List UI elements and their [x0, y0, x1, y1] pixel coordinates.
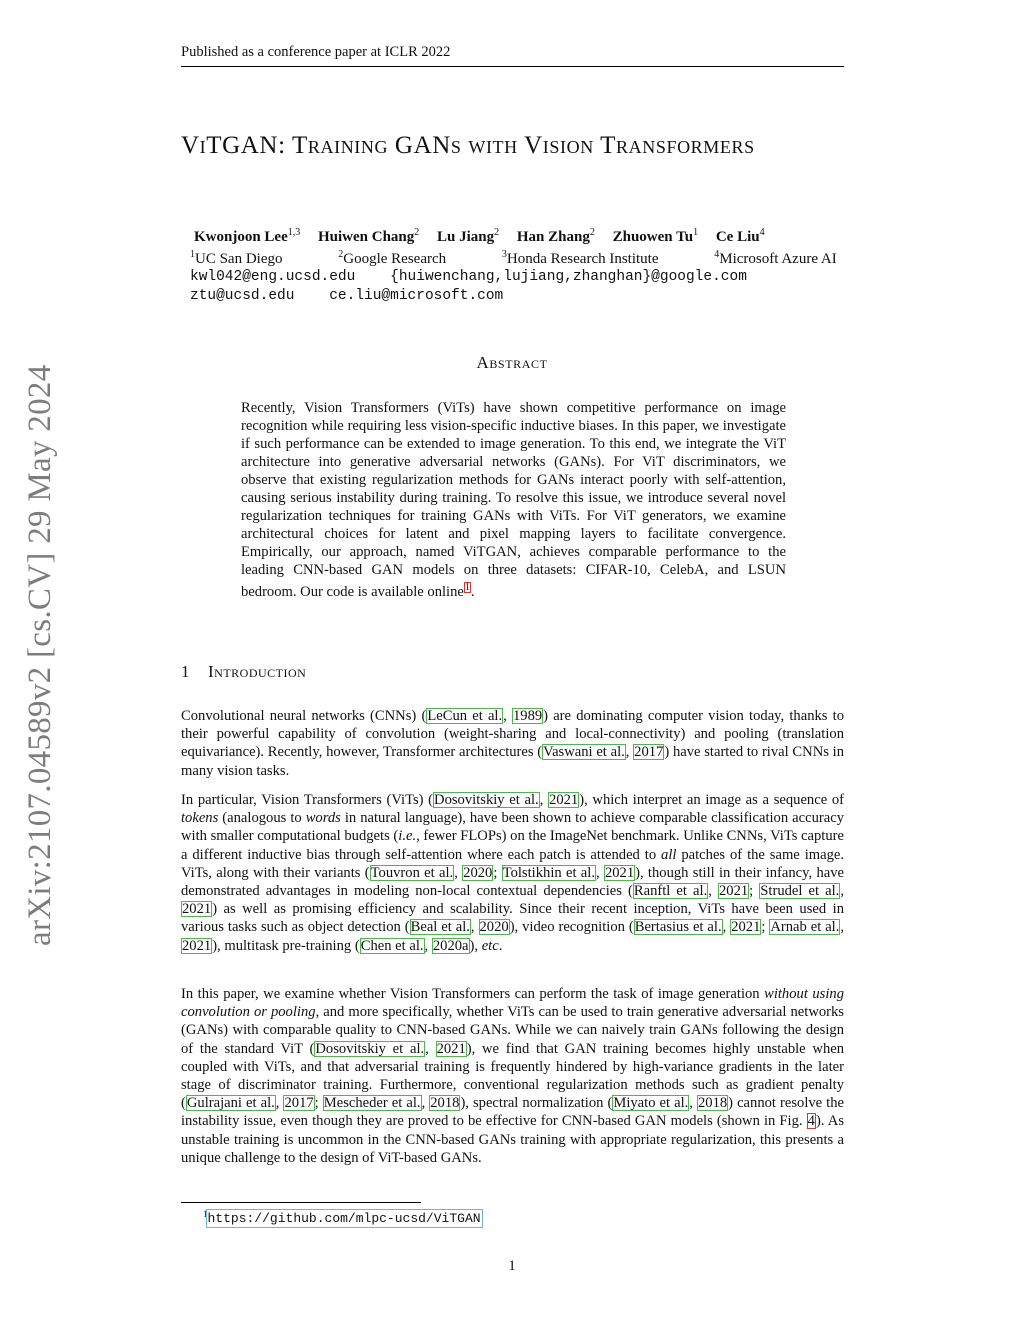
- citation-link[interactable]: 2017: [284, 1095, 314, 1112]
- citation-link[interactable]: 2021: [436, 1040, 466, 1057]
- affiliation-list: [190, 249, 863, 268]
- footnote-link[interactable]: 1: [464, 582, 470, 593]
- author: Ce Liu$^4$: [715, 227, 765, 245]
- citation-link[interactable]: Bertasius et al.: [634, 919, 722, 936]
- paragraph: In particular, Vision Transformers (ViTs) (Dosovitskiy et al., 2021), which interpret an image as a sequence of tokens (analogous to words in natural language), have been shown to achieve comparable classification accuracy with smaller computational budgets (i.e., fewer FLOPs) on the ImageNet benchmark. Unlike CNNs, ViTs capture a different inductive bias through self-attention where each patch is attended to all patches of the same image. ViTs, along with their variants (Touvron et al., 2020; Tolstikhin et al., 2021), though still in their infancy, have demonstrated advantages in modeling non-local contextual dependencies (Ranftl et al., 2021; Strudel et al., 2021) as well as promising efficiency and scalability. Since their recent inception, ViTs have been used in various tasks such as object detection (Beal et al., 2020), video recognition (Bertasius et al., 2021; Arnab et al., 2021), multitask pre-training (Chen et al., 2020a), etc.: [181, 792, 845, 954]
- citation-link[interactable]: Ranftl et al.: [633, 883, 708, 900]
- affiliation: $^2$Google Research: [338, 249, 447, 267]
- author: Kwonjoon Lee$^{1,3}$: [194, 227, 301, 245]
- citation-link[interactable]: 2021: [549, 792, 579, 808]
- author: Lu Jiang$^2$: [437, 227, 500, 245]
- citation-link[interactable]: 2021: [731, 919, 761, 936]
- figure-link[interactable]: 4: [807, 1113, 815, 1130]
- author: Zhuowen Tu$^1$: [612, 227, 699, 245]
- email-line: kwl042@eng.ucsd.edu {huiwenchang,lujiang,zhanghan}@google.com: [190, 269, 747, 285]
- citation-link[interactable]: 2018: [430, 1095, 460, 1112]
- citation-link[interactable]: Beal et al.: [410, 919, 470, 936]
- citation-link[interactable]: Mescheder et al.: [323, 1095, 421, 1112]
- citation-link[interactable]: 2021: [182, 901, 212, 918]
- header-rule: [181, 66, 844, 67]
- citation-link[interactable]: Miyato et al.: [613, 1095, 689, 1112]
- citation-link[interactable]: 2020: [463, 864, 493, 881]
- affiliation: $^3$Honda Research Institute: [501, 249, 659, 267]
- paragraph: Convolutional neural networks (CNNs) (LeCun et al., 1989) are dominating computer vision today, thanks to their powerful capability of convolution (weight-sharing and local-connectivity) and pooling (translation equivariance). Recently, however, Transformer architectures (Vaswani et al., 2017) have started to rival CNNs in many vision tasks.: [181, 708, 845, 779]
- citation-link[interactable]: 2021: [718, 883, 749, 900]
- citation-link[interactable]: LeCun et al.: [427, 708, 503, 724]
- citation-link[interactable]: 2021: [604, 864, 635, 881]
- section-heading: 1 Introduction: [181, 662, 307, 681]
- citation-link[interactable]: Strudel et al.: [760, 883, 840, 900]
- citation-link[interactable]: Touvron et al.: [370, 864, 454, 881]
- affiliation: $^1$UC San Diego: [190, 249, 283, 267]
- citation-link[interactable]: 2021: [182, 937, 212, 954]
- page-number: 1: [508, 1258, 516, 1274]
- arxiv-stamp: arXiv:2107.04589v2 [cs.CV] 29 May 2024: [22, 364, 58, 946]
- citation-link[interactable]: 1989: [512, 708, 543, 724]
- citation-link[interactable]: 2017: [634, 744, 664, 761]
- running-header: Published as a conference paper at ICLR 2022: [181, 44, 451, 60]
- citation-link[interactable]: Dosovitskiy et al.: [315, 1040, 425, 1057]
- citation-link[interactable]: Vaswani et al.: [543, 744, 625, 761]
- author: Han Zhang$^2$: [516, 227, 595, 245]
- author: Huiwen Chang$^2$: [318, 227, 420, 245]
- citation-link[interactable]: Arnab et al.: [770, 919, 840, 936]
- paper-title: ViTGAN: Training GANs with Vision Transformers: [181, 132, 755, 159]
- citation-link[interactable]: Gulrajani et al.: [186, 1095, 275, 1112]
- paragraph: In this paper, we examine whether Vision Transformers can perform the task of image generation without using convolution or pooling, and more specifically, whether ViTs can be used to train generative adversarial networks (GANs) with comparable quality to CNN-based GANs. While we can naively train GANs following the design of the standard ViT (Dosovitskiy et al., 2021), we find that GAN training becomes highly unstable when coupled with ViTs, and that adversarial training is frequently hindered by high-variance gradients in the later stage of discriminator training. Furthermore, conventional regularization methods such as gradient penalty (Gulrajani et al., 2017; Mescheder et al., 2018), spectral normalization (Miyato et al., 2018) cannot resolve the instability issue, even though they are proved to be effective for CNN-based GAN models (shown in Fig. 4). As unstable training is uncommon in the CNN-based GANs training with appropriate regularization, this presents a unique challenge to the design of ViT-based GANs.: [181, 986, 845, 1166]
- citation-link[interactable]: 2018: [697, 1095, 728, 1112]
- citation-link[interactable]: 2020: [479, 919, 509, 936]
- footnote: $^1$https://github.com/mlpc-ucsd/ViTGAN: [203, 1209, 481, 1227]
- email-line: ztu@ucsd.edu ce.liu@microsoft.com: [190, 288, 504, 304]
- abstract-body: Recently, Vision Transformers (ViTs) have shown competitive performance on image recognition while requiring less vision-specific inductive biases. In this paper, we investigate if such performance can be extended to image generation. To this end, we integrate the ViT architecture into generative adversarial networks (GANs). For ViT discriminators, we observe that existing regularization methods for GANs interact poorly with self-attention, causing serious instability during training. To resolve this issue, we introduce several novel regularization techniques for training GANs with ViTs. For ViT generators, we examine architectural choices for latent and pixel mapping layers to facilitate convergence. Empirically, our approach, named ViTGAN, achieves comparable performance to the leading CNN-based GAN models on three datasets: CIFAR-10, CelebA, and LSUN bedroom. Our code is available online$^1$.: [241, 400, 786, 600]
- author-list: [194, 227, 779, 246]
- citation-link[interactable]: 2020a: [432, 937, 469, 954]
- citation-link[interactable]: Dosovitskiy et al.: [434, 792, 539, 808]
- abstract-heading: Abstract: [476, 353, 548, 372]
- footnote-rule: [181, 1202, 421, 1203]
- affiliation: $^4$Microsoft Azure AI: [714, 249, 837, 267]
- citation-link[interactable]: Tolstikhin et al.: [502, 864, 595, 881]
- code-url-link[interactable]: https://github.com/mlpc-ucsd/ViTGAN: [207, 1211, 481, 1227]
- citation-link[interactable]: Chen et al.: [360, 937, 424, 954]
